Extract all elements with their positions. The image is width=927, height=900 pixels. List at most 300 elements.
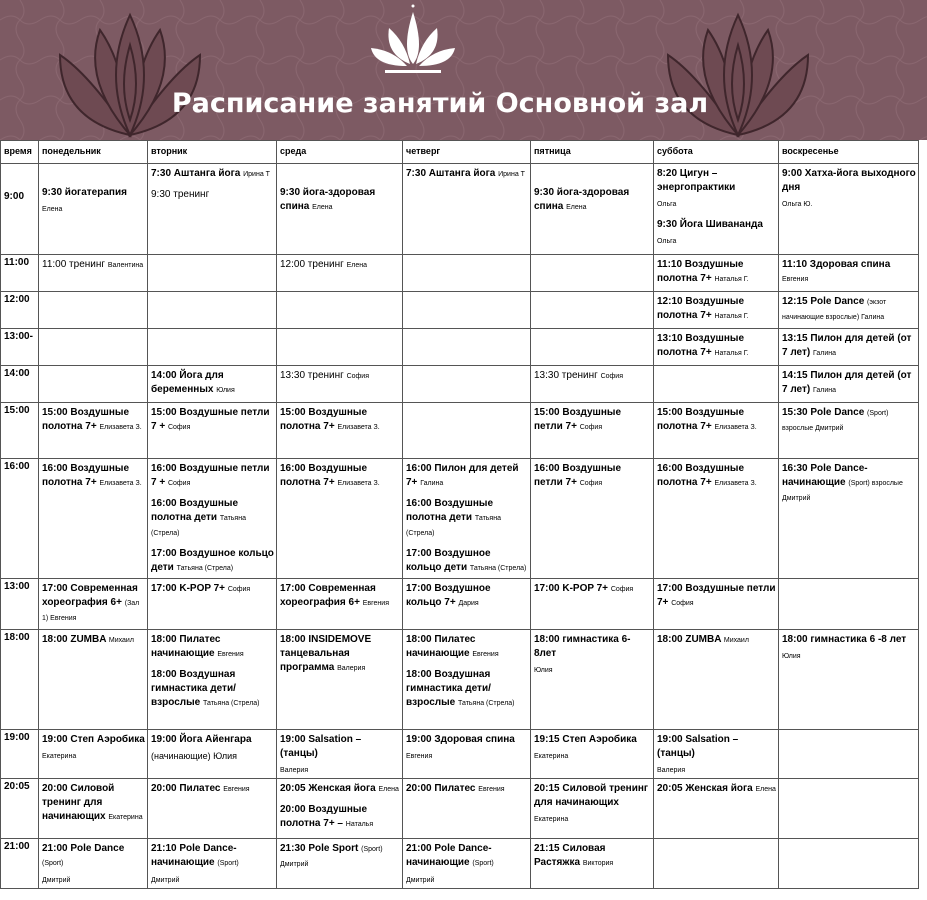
- class-entry: [42, 842, 145, 871]
- instructor-name: Елизавета З.: [99, 424, 142, 431]
- instructor-name: Екатерина: [42, 753, 77, 760]
- class-entry: [534, 733, 651, 747]
- schedule-cell: [654, 779, 779, 839]
- class-name: 18:00 ZUMBA: [657, 634, 722, 645]
- schedule-cell: [39, 292, 148, 329]
- class-entry: [782, 369, 916, 398]
- instructor-name: Евгения: [406, 753, 433, 760]
- instructor-name: (Sport): [217, 860, 239, 867]
- class-entry: [657, 763, 776, 778]
- schedule-cell: [654, 329, 779, 366]
- class-name: 16:00 Пилон для детей 7+: [406, 463, 519, 488]
- class-entry: [406, 497, 528, 541]
- class-name: 21:15 Силовая Растяжка: [534, 843, 606, 868]
- instructor-name: Елизавета З.: [99, 480, 142, 487]
- instructor-name: Евгения: [362, 600, 389, 607]
- schedule-cell: [779, 164, 919, 255]
- class-entry: [151, 633, 274, 662]
- schedule-cell: [277, 403, 403, 459]
- class-name: 11:00 тренинг: [42, 259, 106, 270]
- schedule-cell: [531, 366, 654, 403]
- schedule-cell: [39, 329, 148, 366]
- class-entry: [280, 763, 400, 778]
- class-entry: [280, 633, 400, 676]
- instructor-name: София: [610, 586, 634, 593]
- class-name: 20:00 Пилатес: [406, 783, 476, 794]
- schedule-cell: [403, 839, 531, 889]
- class-entry: [406, 733, 528, 747]
- instructor-name: Татьяна (Стрела): [469, 565, 527, 572]
- instructor-name: Наталья Г.: [714, 276, 749, 283]
- class-name: 14:00 Йога для беременных: [151, 370, 224, 395]
- page-title: Расписание занятий Основной зал: [171, 88, 709, 119]
- class-entry: [534, 663, 651, 678]
- class-entry: [151, 462, 274, 491]
- class-entry: [42, 873, 145, 888]
- instructor-name: Галина: [420, 480, 444, 487]
- schedule-cell: [779, 730, 919, 779]
- class-entry: [42, 749, 145, 764]
- class-name: 18:00 Пилатес начинающие: [406, 634, 476, 659]
- table-row: [1, 255, 919, 292]
- class-name: 16:30 Pole Dance- начинающие: [782, 463, 868, 488]
- instructor-name: Евгения: [217, 651, 244, 658]
- schedule-cell: [403, 329, 531, 366]
- class-entry: [151, 782, 274, 797]
- table-row: [1, 730, 919, 779]
- class-entry: [151, 842, 274, 871]
- schedule-cell: [39, 839, 148, 889]
- instructor-name: Михаил: [108, 637, 134, 644]
- instructor-name: София: [346, 373, 369, 380]
- class-entry: [657, 167, 776, 195]
- class-entry: [534, 749, 651, 764]
- instructor-name: Виктория: [582, 860, 614, 867]
- instructor-name: Екатерина: [534, 753, 569, 760]
- instructor-name: Дмитрий: [406, 877, 435, 884]
- instructor-name: Елизавета З.: [714, 424, 757, 431]
- class-name: 13:30 тренинг: [534, 370, 598, 381]
- instructor-name: Татьяна (Стрела): [203, 700, 260, 707]
- class-entry: [534, 842, 651, 871]
- schedule-cell: [654, 255, 779, 292]
- instructor-name: Дмитрий: [151, 877, 180, 884]
- class-entry: [782, 332, 916, 361]
- instructor-name: (Sport): [472, 860, 494, 867]
- class-entry: [151, 547, 274, 576]
- schedule-cell: [148, 366, 277, 403]
- schedule-cell: [148, 459, 277, 579]
- class-name: 13:30 тренинг: [280, 370, 344, 381]
- schedule-cell: [531, 839, 654, 889]
- class-name: 14:15 Пилон для детей (от 7 лет): [782, 370, 912, 395]
- instructor-name: Ольга: [657, 201, 677, 208]
- class-entry: [782, 258, 916, 287]
- schedule-cell: [277, 255, 403, 292]
- class-entry: [406, 668, 528, 711]
- class-name: 19:00 Степ Аэробика: [42, 734, 145, 745]
- class-entry: [280, 582, 400, 611]
- schedule-cell: [779, 255, 919, 292]
- table-row: [1, 403, 919, 459]
- class-name: 20:00 Пилатес: [151, 783, 221, 794]
- table-row: [1, 366, 919, 403]
- class-name: 15:00 Воздушные полотна 7+: [42, 407, 130, 432]
- instructor-name: (экзот начинающие взрослые) Галина: [782, 299, 887, 321]
- class-entry: [657, 582, 776, 611]
- time-cell: 20:05: [1, 779, 39, 839]
- instructor-name: Елена: [755, 786, 776, 793]
- instructor-name: (Sport) взрослые Дмитрий: [782, 480, 903, 502]
- instructor-name: Елизавета З.: [714, 480, 757, 487]
- class-name: 18:00 Воздушная гимнастика дети/взрослые: [406, 669, 491, 708]
- schedule-cell: [39, 366, 148, 403]
- class-entry: [42, 462, 145, 491]
- class-entry: [280, 782, 400, 797]
- schedule-cell: [531, 630, 654, 730]
- class-entry: [42, 406, 145, 435]
- schedule-cell: [654, 292, 779, 329]
- schedule-cell: [403, 730, 531, 779]
- schedule-cell: [531, 779, 654, 839]
- class-entry: [534, 633, 651, 661]
- header-sunday: воскресенье: [779, 141, 919, 164]
- instructor-name: Михаил: [723, 637, 749, 644]
- class-entry: [657, 197, 776, 212]
- class-entry: [42, 633, 145, 648]
- instructor-name: Дария: [458, 600, 479, 607]
- class-entry: [406, 462, 528, 491]
- class-entry: [534, 582, 651, 597]
- instructor-name: Ирина Т: [243, 171, 270, 178]
- schedule-cell: [277, 459, 403, 579]
- class-entry: [782, 167, 916, 195]
- class-entry: [151, 668, 274, 711]
- class-entry: [657, 633, 776, 648]
- time-cell: 13:00-: [1, 329, 39, 366]
- time-cell: 12:00: [1, 292, 39, 329]
- schedule-cell: [654, 630, 779, 730]
- instructor-name: София: [167, 480, 191, 487]
- class-name: 19:15 Степ Аэробика: [534, 734, 637, 745]
- time-cell: 16:00: [1, 459, 39, 579]
- schedule-cell: [779, 403, 919, 459]
- schedule-cell: [39, 164, 148, 255]
- schedule-cell: [531, 329, 654, 366]
- class-name: 17:00 Современная хореография 6+: [280, 583, 376, 608]
- class-name: 9:30 тренинг: [151, 189, 210, 200]
- class-name: 15:00 Воздушные петли 7 +: [151, 407, 270, 432]
- class-name: 21:10 Pole Dance- начинающие: [151, 843, 237, 868]
- schedule-cell: [277, 579, 403, 630]
- instructor-name: Елизавета З.: [337, 424, 380, 431]
- class-entry: [406, 547, 528, 576]
- class-name: 13:15 Пилон для детей (от 7 лет): [782, 333, 912, 358]
- schedule-cell: [277, 839, 403, 889]
- class-entry: [151, 497, 274, 541]
- instructor-name: Елена: [312, 204, 333, 211]
- schedule-cell: [148, 329, 277, 366]
- schedule-cell: [403, 403, 531, 459]
- time-cell: 19:00: [1, 730, 39, 779]
- class-entry: [782, 649, 916, 664]
- class-name: 9:30 йогатерапия: [42, 187, 127, 198]
- class-entry: [406, 749, 528, 764]
- class-name: 9:00 Хатха-йога выходного дня: [782, 168, 916, 193]
- class-name: 19:00 Salsation – (танцы): [280, 734, 362, 759]
- banner-decoration: [0, 0, 927, 140]
- class-entry: [151, 369, 274, 398]
- schedule-cell: [148, 164, 277, 255]
- class-name: 15:00 Воздушные полотна 7+: [280, 407, 368, 432]
- schedule-cell: [403, 779, 531, 839]
- class-entry: [657, 462, 776, 491]
- instructor-name: София: [579, 424, 603, 431]
- class-name: 16:00 Воздушные полотна дети: [406, 498, 494, 523]
- table-row: [1, 459, 919, 579]
- instructor-name: Ольга: [657, 238, 677, 245]
- schedule-cell: [779, 292, 919, 329]
- schedule-cell: [531, 579, 654, 630]
- class-name: 9:30 Йога Шивананда: [657, 219, 763, 230]
- class-name: 13:10 Воздушные полотна 7+: [657, 333, 745, 358]
- class-entry: [42, 733, 145, 747]
- class-name: 17:00 Воздушное кольцо 7+: [406, 583, 491, 608]
- class-entry: [151, 873, 274, 888]
- schedule-cell: [148, 403, 277, 459]
- schedule-cell: [531, 255, 654, 292]
- schedule-cell: [277, 630, 403, 730]
- schedule-cell: [39, 459, 148, 579]
- table-row: [1, 630, 919, 730]
- instructor-name: Елена: [42, 206, 63, 213]
- schedule-cell: [779, 839, 919, 889]
- class-entry: [151, 749, 274, 764]
- schedule-cell: [654, 579, 779, 630]
- class-name: 17:00 K-POP 7+: [534, 583, 609, 594]
- class-entry: [280, 186, 400, 215]
- class-entry: [406, 842, 528, 871]
- schedule-cell: [148, 255, 277, 292]
- class-name: 21:30 Pole Sport: [280, 843, 359, 854]
- instructor-name: Ирина Т: [498, 171, 525, 178]
- class-name: 20:05 Женская йога: [657, 783, 753, 794]
- class-entry: [534, 812, 651, 827]
- schedule-cell: [403, 459, 531, 579]
- class-name: 15:00 Воздушные петли 7+: [534, 407, 622, 432]
- schedule-cell: [403, 292, 531, 329]
- schedule-cell: [39, 255, 148, 292]
- instructor-name: Валентина: [107, 262, 144, 269]
- header-banner: [0, 0, 927, 140]
- class-name: 18:00 гимнастика 6 -8 лет: [782, 634, 907, 645]
- instructor-name: Екатерина: [108, 814, 143, 821]
- schedule-cell: [148, 779, 277, 839]
- instructor-name: София: [227, 586, 251, 593]
- header-tuesday: вторник: [148, 141, 277, 164]
- class-name: 20:00 Воздушные полотна 7+ –: [280, 804, 368, 829]
- instructor-name: Елена: [346, 262, 367, 269]
- time-cell: 14:00: [1, 366, 39, 403]
- instructor-name: Евгения: [782, 276, 809, 283]
- instructor-name: София: [671, 600, 694, 607]
- class-name: 9:30 йога-здоровая спина: [534, 187, 630, 212]
- instructor-name: Галина: [813, 350, 837, 357]
- class-entry: [151, 188, 274, 202]
- class-entry: [280, 842, 400, 872]
- table-row: [1, 839, 919, 889]
- schedule-cell: [403, 366, 531, 403]
- schedule-cell: [779, 779, 919, 839]
- header-row: [1, 141, 919, 164]
- class-entry: [657, 258, 776, 287]
- class-name: 18:00 Пилатес начинающие: [151, 634, 221, 659]
- instructor-name: Юлия: [216, 387, 235, 394]
- schedule-cell: [403, 164, 531, 255]
- schedule-cell: [403, 255, 531, 292]
- schedule-cell: [531, 164, 654, 255]
- class-entry: [534, 782, 651, 810]
- instructor-name: Евгения: [472, 651, 499, 658]
- instructor-name: Татьяна (Стрела): [458, 700, 515, 707]
- class-name: 16:00 Воздушные петли 7 +: [151, 463, 270, 488]
- class-entry: [151, 582, 274, 597]
- time-cell: 9:00: [1, 164, 39, 255]
- schedule-cell: [39, 779, 148, 839]
- class-name: 18:00 ZUMBA: [42, 634, 107, 645]
- schedule-cell: [277, 329, 403, 366]
- instructor-name: Валерия: [657, 767, 686, 774]
- class-entry: [534, 186, 651, 215]
- class-entry: [406, 582, 528, 611]
- class-entry: [657, 295, 776, 324]
- class-name: 11:10 Воздушные полотна 7+: [657, 259, 744, 284]
- instructor-name: Юлия: [782, 653, 801, 660]
- class-name: 17:00 Воздушное кольцо дети: [406, 548, 491, 573]
- instructor-name: Галина: [813, 387, 837, 394]
- instructor-name: (Sport) взрослые Дмитрий: [782, 410, 889, 432]
- instructor-name: Татьяна (Стрела): [176, 565, 234, 572]
- class-name: 19:00 Здоровая спина: [406, 734, 515, 745]
- instructor-name: (Зал 1) Евгения: [42, 600, 140, 622]
- instructor-name: Елизавета З.: [337, 480, 380, 487]
- schedule-cell: [654, 459, 779, 579]
- class-entry: [782, 462, 916, 506]
- instructor-name: Евгения: [223, 786, 250, 793]
- class-name: 19:00 Salsation – (танцы): [657, 734, 739, 759]
- class-name: 16:00 Воздушные петли 7+: [534, 463, 622, 488]
- instructor-name: Дмитрий: [42, 877, 71, 884]
- schedule-cell: [654, 839, 779, 889]
- table-row: [1, 164, 919, 255]
- class-entry: [782, 197, 916, 212]
- instructor-name: Наталья Г.: [714, 350, 749, 357]
- instructor-name: Татьяна (Стрела): [151, 515, 246, 537]
- class-entry: [280, 462, 400, 491]
- class-entry: [534, 369, 651, 384]
- header-time: время: [1, 141, 39, 164]
- class-name: 7:30 Аштанга йога: [151, 168, 241, 179]
- class-entry: [42, 582, 145, 626]
- class-name: 18:00 гимнастика 6-8лет: [534, 634, 631, 659]
- class-name: 17:00 K-POP 7+: [151, 583, 226, 594]
- class-entry: [280, 733, 400, 761]
- class-entry: [280, 369, 400, 384]
- class-entry: [42, 782, 145, 825]
- class-entry: [782, 633, 916, 647]
- schedule-cell: [277, 164, 403, 255]
- schedule-cell: [779, 579, 919, 630]
- schedule-body: [1, 164, 919, 889]
- schedule-cell: [148, 292, 277, 329]
- instructor-name: Татьяна (Стрела): [406, 515, 501, 537]
- class-name: 17:00 Воздушные петли 7+: [657, 583, 776, 608]
- header-saturday: суббота: [654, 141, 779, 164]
- schedule-cell: [531, 730, 654, 779]
- class-name: 18:00 INSIDEMOVE танцевальная программа: [280, 634, 372, 673]
- class-name: 12:00 тренинг: [280, 259, 344, 270]
- class-name: 16:00 Воздушные полотна 7+: [42, 463, 130, 488]
- class-entry: [151, 733, 274, 747]
- class-entry: [782, 406, 916, 436]
- class-name: 17:00 Современная хореография 6+: [42, 583, 138, 608]
- instructor-name: (Sport) Дмитрий: [280, 846, 383, 868]
- class-name: 21:00 Pole Dance: [42, 843, 125, 854]
- class-entry: [657, 234, 776, 249]
- schedule-cell: [148, 730, 277, 779]
- class-name: 15:00 Воздушные полотна 7+: [657, 407, 745, 432]
- schedule-cell: [654, 403, 779, 459]
- schedule-cell: [277, 292, 403, 329]
- class-name: 21:00 Pole Dance- начинающие: [406, 843, 492, 868]
- schedule-cell: [148, 630, 277, 730]
- schedule-cell: [654, 164, 779, 255]
- header-wednesday: среда: [277, 141, 403, 164]
- class-entry: [151, 167, 274, 182]
- class-entry: [657, 406, 776, 435]
- schedule-cell: [277, 730, 403, 779]
- schedule-cell: [654, 730, 779, 779]
- class-entry: [42, 258, 145, 273]
- class-name: 12:10 Воздушные полотна 7+: [657, 296, 745, 321]
- class-name: 20:00 Силовой тренинг для начинающих: [42, 783, 115, 822]
- instructor-name: (Sport): [42, 860, 64, 867]
- instructor-name: София: [579, 480, 603, 487]
- instructor-name: Елена: [566, 204, 587, 211]
- time-cell: 15:00: [1, 403, 39, 459]
- class-entry: [42, 202, 145, 217]
- class-name: 20:15 Силовой тренинг для начинающих: [534, 783, 649, 808]
- schedule-cell: [531, 459, 654, 579]
- schedule-cell: [779, 366, 919, 403]
- class-name: 16:00 Воздушные полотна дети: [151, 498, 239, 523]
- class-entry: [151, 406, 274, 435]
- class-entry: [280, 406, 400, 435]
- class-name: 20:05 Женская йога: [280, 783, 376, 794]
- instructor-name: Юлия: [534, 667, 553, 674]
- time-cell: 11:00: [1, 255, 39, 292]
- schedule-cell: [531, 403, 654, 459]
- instructor-name: Екатерина: [534, 816, 569, 823]
- instructor-name: Елена: [378, 786, 399, 793]
- class-entry: [534, 462, 651, 491]
- class-name: 16:00 Воздушные полотна 7+: [280, 463, 368, 488]
- table-row: [1, 779, 919, 839]
- class-entry: [406, 873, 528, 888]
- schedule-cell: [39, 579, 148, 630]
- class-entry: [280, 803, 400, 832]
- class-name: 18:00 Воздушная гимнастика дети/взрослые: [151, 669, 236, 708]
